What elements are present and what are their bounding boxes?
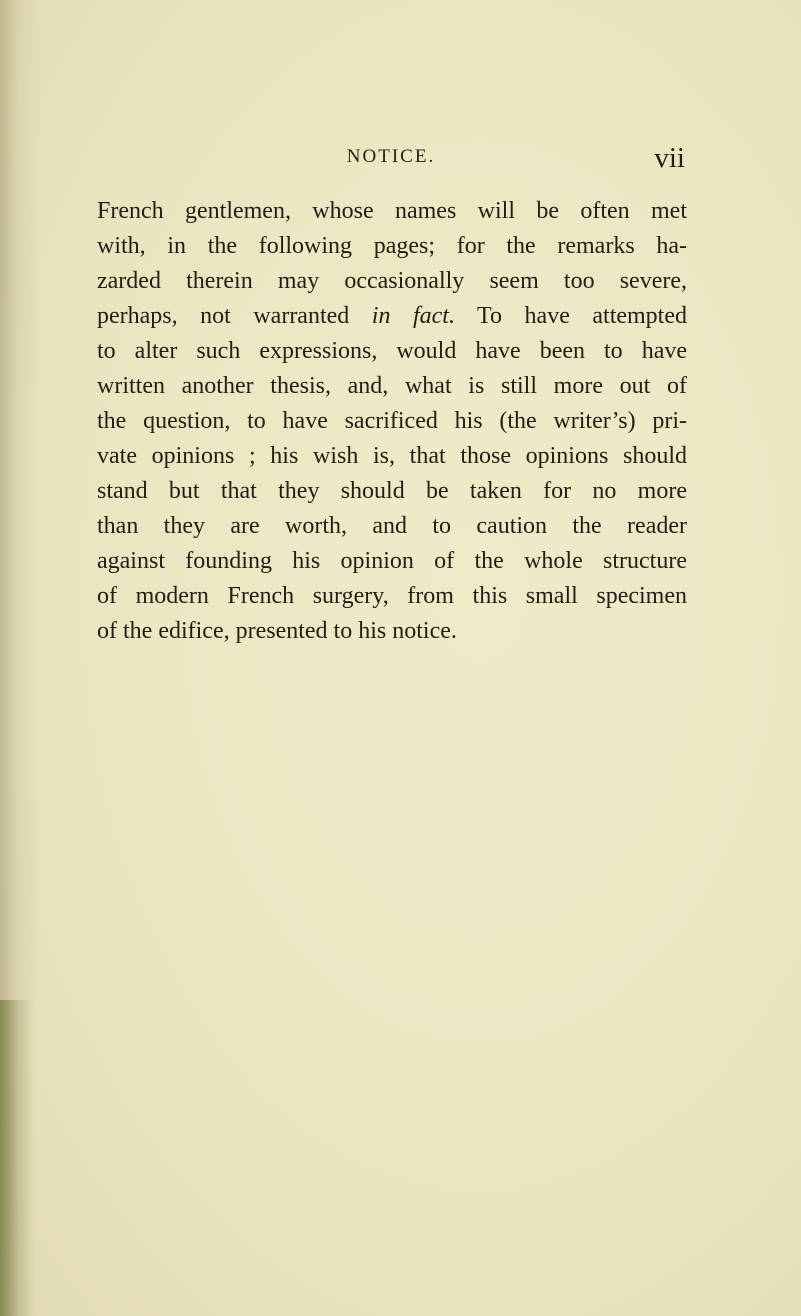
text-line: than they are worth, and to caution the reader [97, 513, 687, 539]
text-segment: perhaps, not warranted [97, 303, 372, 329]
text-segment: To have attempted [454, 303, 687, 329]
text-line: French gentlemen, whose names will be often met [97, 198, 687, 224]
gutter-stain [0, 1000, 34, 1316]
running-head-title: NOTICE. [346, 146, 436, 167]
running-head [97, 142, 685, 176]
text-line-last: of the edifice, presented to his notice. [97, 618, 457, 644]
text-line: stand but that they should be taken for no more [97, 478, 687, 504]
text-line: zarded therein may occasionally seem too severe, [97, 268, 687, 294]
italic-phrase: in fact. [371, 303, 455, 329]
page-number: vii [654, 142, 685, 174]
text-line: written another thesis, and, what is still more out of [97, 373, 687, 399]
text-line: the question, to have sacrificed his (the writer’s) pri- [97, 408, 687, 434]
text-line: to alter such expressions, would have been to have [97, 338, 687, 364]
text-line [97, 299, 687, 334]
text-line: with, in the following pages; for the remarks ha- [97, 233, 687, 259]
text-line: vate opinions ; his wish is, that those opinions should [97, 443, 687, 469]
text-line: against founding his opinion of the whole structure [97, 548, 687, 574]
text-line: of modern French surgery, from this small specimen [97, 583, 687, 609]
body-paragraph [97, 194, 687, 649]
